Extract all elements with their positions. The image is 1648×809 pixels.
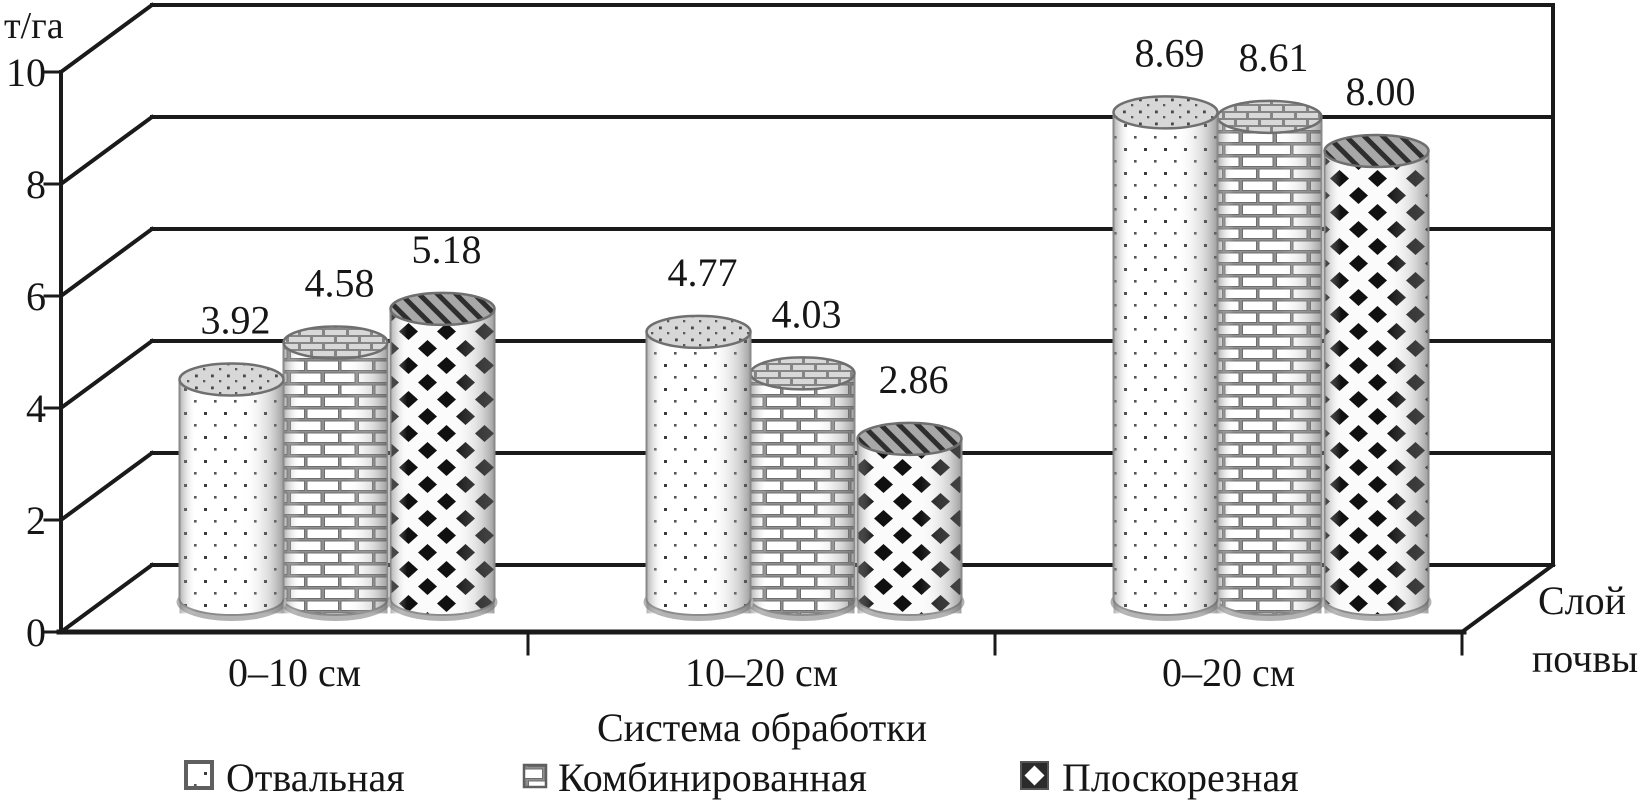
legend	[186, 755, 1299, 800]
cylinder-top	[180, 363, 284, 395]
x-axis-title: Система обработки	[596, 705, 928, 750]
cylinder-shading	[647, 332, 751, 614]
gridline-diagonal	[61, 341, 152, 408]
value-label: 8.61	[1238, 34, 1309, 80]
value-label: 2.86	[878, 356, 949, 402]
value-label: 3.92	[200, 297, 271, 343]
cylinder-top	[751, 357, 855, 389]
category-label: 0–10 см	[227, 650, 362, 695]
legend-item-ploskoreznaya	[1021, 755, 1299, 800]
cylinder-shading	[1218, 117, 1322, 614]
legend-item-kombinirovannaya	[524, 755, 867, 800]
cylinder-shading	[284, 343, 388, 614]
value-label: 4.03	[771, 291, 842, 337]
cylinder-bricks	[748, 357, 858, 621]
legend-label: Отвальная	[226, 755, 405, 800]
y-tick-labels	[6, 50, 46, 655]
cylinder-top	[1325, 135, 1429, 167]
value-label: 8.00	[1345, 69, 1416, 114]
cylinder-dots	[177, 363, 287, 621]
cylinder-top	[647, 316, 751, 348]
cylinder-shading	[1114, 112, 1218, 613]
value-label: 8.69	[1134, 30, 1205, 76]
depth-axis-label-line2: почвы	[1531, 636, 1639, 681]
cylinders	[177, 96, 1432, 621]
cylinder-shading	[1325, 151, 1429, 613]
cylinder-shading	[180, 379, 284, 613]
cylinder-dots	[644, 316, 754, 621]
legend-label: Плоскорезная	[1062, 755, 1299, 800]
cylinder-bricks	[1215, 101, 1325, 621]
cylinder-shading	[391, 309, 495, 613]
legend-marker-bricks-icon	[524, 765, 546, 787]
cylinder-top	[1114, 96, 1218, 128]
cylinder-top	[391, 293, 495, 325]
cylinder-top	[284, 327, 388, 359]
legend-label: Комбинированная	[558, 755, 867, 800]
cylinder-top	[1218, 101, 1322, 133]
category-label: 10–20 см	[684, 650, 839, 695]
value-label: 4.77	[667, 249, 738, 295]
gridline-diagonal	[61, 5, 152, 72]
cylinder-top	[858, 423, 962, 455]
cylinder-diamonds	[855, 423, 965, 621]
cylinder-diamonds	[388, 293, 498, 621]
y-axis-unit-label: т/га	[4, 5, 64, 47]
legend-item-otvalnaya	[186, 755, 405, 800]
y-tick-label: 8	[26, 162, 46, 207]
legend-marker-dots-icon	[186, 762, 212, 788]
gridline-diagonal	[61, 229, 152, 296]
y-tick-label: 6	[26, 274, 46, 319]
value-label: 4.58	[304, 260, 375, 306]
cylinder-shading	[751, 373, 855, 613]
gridline-diagonal	[61, 565, 152, 632]
category-label: 0–20 см	[1161, 650, 1296, 695]
gridline-diagonal	[61, 117, 152, 184]
y-tick-label: 2	[26, 498, 46, 543]
gridline-diagonal	[61, 453, 152, 520]
category-labels	[228, 650, 1295, 695]
cylinder-dots	[1111, 96, 1221, 621]
y-tick-label: 10	[6, 50, 46, 95]
cylinder-bricks	[281, 327, 391, 621]
y-tick-label: 0	[26, 610, 46, 655]
value-label: 5.18	[411, 226, 482, 272]
depth-axis-label-line1: Слой	[1537, 578, 1627, 623]
cylinder-shading	[858, 439, 962, 614]
y-tick-label: 4	[26, 386, 46, 431]
cylinder-diamonds	[1322, 135, 1432, 621]
